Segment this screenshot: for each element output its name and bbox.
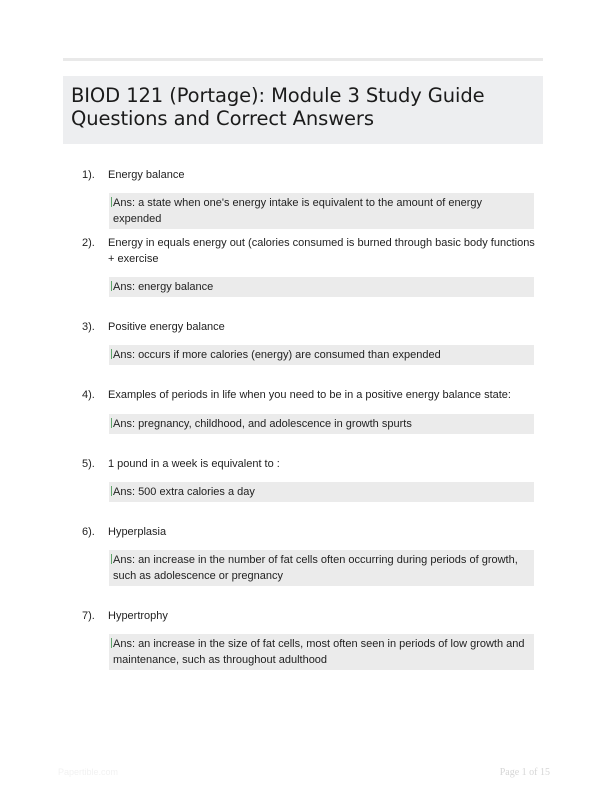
- question-number: 5).: [82, 458, 95, 470]
- document-title-line-2: Questions and Correct Answers: [71, 107, 374, 130]
- question-number: 2).: [82, 237, 95, 249]
- question-text: Hyperplasia: [108, 526, 167, 538]
- top-divider: [63, 58, 543, 61]
- footer-watermark: Papertible.com: [58, 767, 119, 777]
- answer-box: Ans: pregnancy, childhood, and adolescence in growth spurts: [109, 414, 534, 434]
- answer-box: Ans: 500 extra calories a day: [109, 482, 534, 502]
- question-number: 4).: [82, 389, 95, 401]
- question-number: 1).: [82, 169, 95, 181]
- title-banner: [63, 76, 543, 144]
- question-text: Energy balance: [108, 169, 185, 181]
- question-text: Positive energy balance: [108, 321, 225, 333]
- question-number: 3).: [82, 321, 95, 333]
- answer-box: Ans: an increase in the number of fat cells often occurring during periods of growth, such as adolescence or pregnancy: [109, 550, 534, 586]
- answer-box: Ans: occurs if more calories (energy) are consumed than expended: [109, 345, 534, 365]
- document-title-line-1: BIOD 121 (Portage): Module 3 Study Guide: [71, 84, 485, 107]
- question-text: Examples of periods in life when you need to be in a positive energy balance state:: [108, 389, 511, 401]
- question-number: 6).: [82, 526, 95, 538]
- page-number: Page 1 of 15: [499, 767, 550, 778]
- question-text: Hypertrophy: [108, 610, 168, 622]
- question-text: Energy in equals energy out (calories consumed is burned through basic body functions + exercise: [108, 237, 535, 265]
- answer-box: Ans: energy balance: [109, 277, 534, 297]
- question-number: 7).: [82, 610, 95, 622]
- question-text: 1 pound in a week is equivalent to :: [108, 458, 280, 470]
- answer-box: Ans: a state when one's energy intake is equivalent to the amount of energy expended: [109, 193, 534, 229]
- document-title: [71, 84, 535, 130]
- answer-box: Ans: an increase in the size of fat cells, most often seen in periods of low growth and maintenance, such as throughout adulthood: [109, 634, 534, 670]
